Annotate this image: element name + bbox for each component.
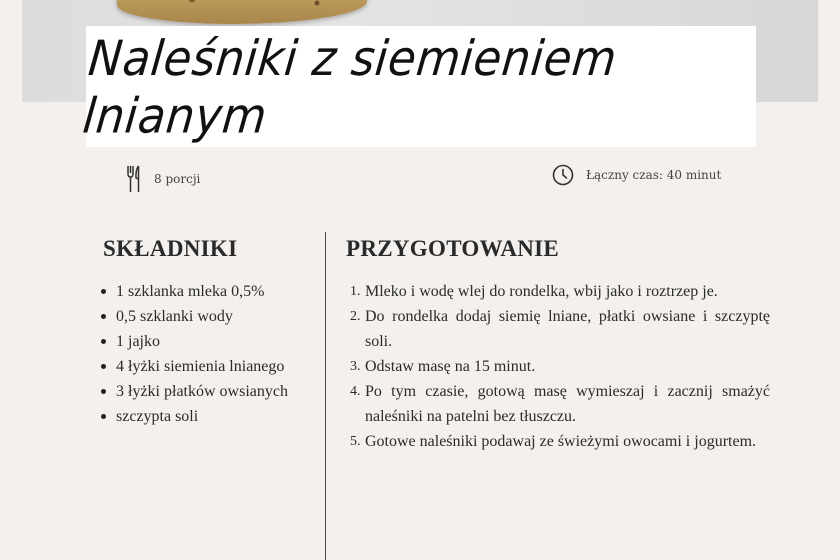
pancake-image xyxy=(117,0,367,24)
step-text: Do rondelka dodaj siemię lniane, płatki owsiane i szczyptę soli. xyxy=(365,308,770,350)
step-text: Gotowe naleśniki podawaj ze świeżymi owocami i jogurtem. xyxy=(365,433,757,450)
servings-text: 8 porcji xyxy=(154,172,201,186)
total-time-text: Łączny czas: 40 minut xyxy=(586,168,722,182)
list-item: 1 jajko xyxy=(96,329,316,354)
page-title: Naleśniki z siemieniem lnianym xyxy=(80,29,620,144)
ingredients-list xyxy=(96,279,316,429)
ingredients-heading: SKŁADNIKI xyxy=(103,236,238,261)
clock-icon xyxy=(552,164,574,186)
total-time-info xyxy=(552,164,721,186)
step-item xyxy=(346,279,770,304)
servings-info xyxy=(126,164,200,194)
fork-knife-icon xyxy=(126,164,142,194)
step-item xyxy=(346,429,770,454)
step-number: 5. xyxy=(350,434,361,449)
step-number: 3. xyxy=(350,359,361,374)
list-item: 4 łyżki siemienia lnianego xyxy=(96,354,316,379)
step-item xyxy=(346,304,770,354)
step-text: Po tym czasie, gotową masę wymieszaj i zacznij smażyć naleśniki na patelni bez tłuszczu. xyxy=(365,383,770,425)
step-item xyxy=(346,379,770,429)
step-number: 1. xyxy=(350,284,361,299)
column-divider xyxy=(325,232,326,560)
preparation-steps xyxy=(346,279,770,454)
title-card xyxy=(80,26,756,147)
step-item xyxy=(346,354,770,379)
step-text: Odstaw masę na 15 minut. xyxy=(365,358,536,375)
list-item: 3 łyżki płatków owsianych xyxy=(96,379,316,404)
list-item: szczypta soli xyxy=(96,404,316,429)
list-item: 1 szklanka mleka 0,5% xyxy=(96,279,316,304)
preparation-heading: PRZYGOTOWANIE xyxy=(346,236,560,261)
step-number: 4. xyxy=(350,384,361,399)
list-item: 0,5 szklanki wody xyxy=(96,304,316,329)
step-text: Mleko i wodę wlej do rondelka, wbij jako i roztrzep je. xyxy=(365,283,718,300)
step-number: 2. xyxy=(350,309,361,324)
